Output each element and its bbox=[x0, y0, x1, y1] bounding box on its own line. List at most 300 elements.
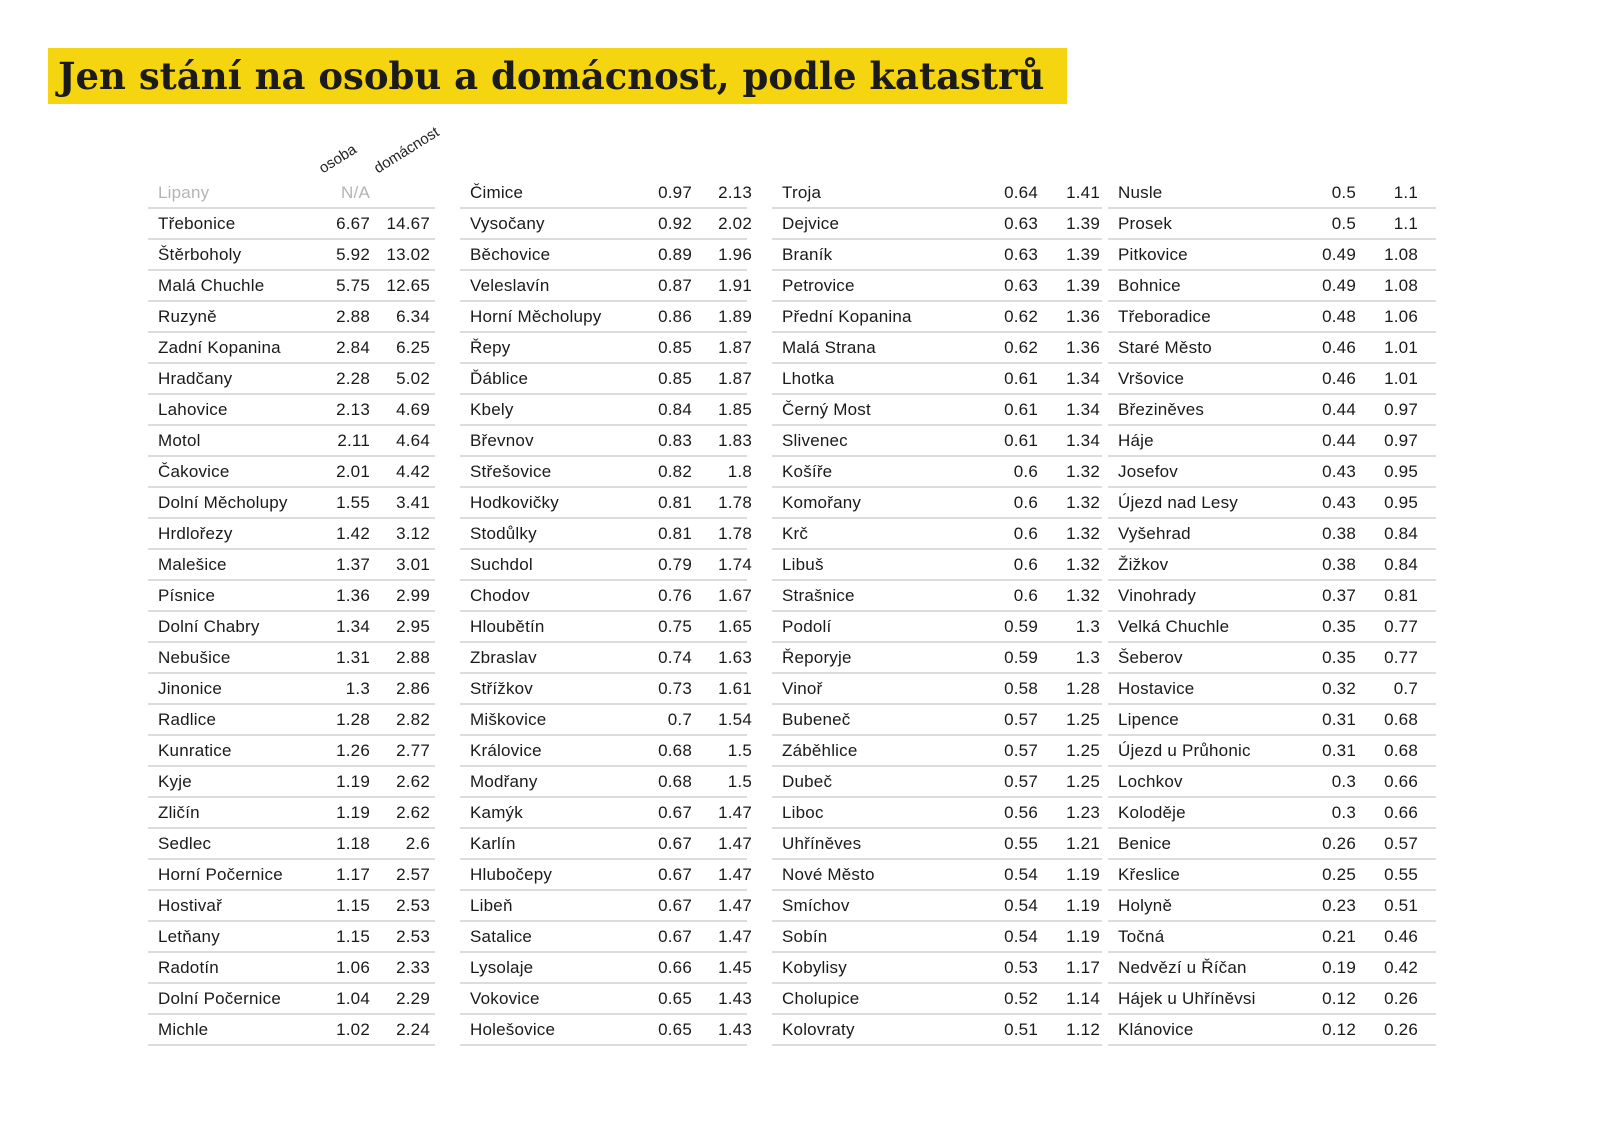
value-per-household: 1.8 bbox=[727, 462, 752, 481]
value-per-person: 0.53 bbox=[1004, 958, 1038, 977]
table-row bbox=[772, 922, 1102, 953]
value-per-person: 6.67 bbox=[336, 214, 370, 233]
value-per-household: 14.67 bbox=[386, 214, 430, 233]
value-per-household: 1.19 bbox=[1066, 896, 1100, 915]
value-per-household: 1.32 bbox=[1066, 586, 1100, 605]
value-per-household: 1.32 bbox=[1066, 462, 1100, 481]
table-row bbox=[148, 364, 435, 395]
cadastre-name: Kamýk bbox=[470, 803, 523, 822]
value-per-household: 1.3 bbox=[1075, 617, 1100, 636]
value-per-household: 2.62 bbox=[396, 803, 430, 822]
value-per-person: 0.44 bbox=[1322, 431, 1356, 450]
value-per-household: 1.01 bbox=[1384, 338, 1418, 357]
value-per-household: 1.19 bbox=[1066, 927, 1100, 946]
value-per-household: 2.13 bbox=[718, 183, 752, 202]
cadastre-name: Újezd nad Lesy bbox=[1118, 493, 1238, 512]
table-row bbox=[772, 519, 1102, 550]
cadastre-name: Hájek u Uhříněvsi bbox=[1118, 989, 1256, 1008]
value-per-household: 1.5 bbox=[727, 741, 752, 760]
cadastre-name: Žižkov bbox=[1118, 555, 1169, 574]
table-row bbox=[1108, 612, 1436, 643]
table-row bbox=[1108, 860, 1436, 891]
value-per-person: 0.67 bbox=[658, 803, 692, 822]
table-row bbox=[772, 705, 1102, 736]
table-row bbox=[148, 457, 435, 488]
cadastre-name: Hostavice bbox=[1118, 679, 1195, 698]
value-per-person: 0.86 bbox=[658, 307, 692, 326]
value-per-household: 2.29 bbox=[396, 989, 430, 1008]
value-per-person: 0.31 bbox=[1322, 741, 1356, 760]
value-per-household: 0.51 bbox=[1384, 896, 1418, 915]
value-per-person: 0.5 bbox=[1331, 214, 1356, 233]
value-per-person: 0.6 bbox=[1013, 586, 1038, 605]
value-per-person: 0.66 bbox=[658, 958, 692, 977]
table-row bbox=[460, 457, 752, 488]
cadastre-name: Hodkovičky bbox=[470, 493, 559, 512]
value-per-person: 1.15 bbox=[336, 896, 370, 915]
cadastre-name: Třebonice bbox=[158, 214, 236, 233]
table-row bbox=[1108, 271, 1436, 302]
value-per-household: 2.53 bbox=[396, 896, 430, 915]
table-row bbox=[148, 1015, 435, 1046]
value-per-person: 1.26 bbox=[336, 741, 370, 760]
cadastre-name: Řeporyje bbox=[782, 648, 852, 667]
value-per-household: 1.63 bbox=[718, 648, 752, 667]
cadastre-name: Dolní Měcholupy bbox=[158, 493, 288, 512]
cadastre-name: Hostivař bbox=[158, 896, 222, 915]
value-per-household: 1.54 bbox=[718, 710, 752, 729]
value-per-household: 0.84 bbox=[1384, 555, 1418, 574]
cadastre-name: Zličín bbox=[158, 803, 200, 822]
cadastre-name: Karlín bbox=[470, 834, 516, 853]
value-per-person: 0.62 bbox=[1004, 338, 1038, 357]
value-per-household: 1.87 bbox=[718, 369, 752, 388]
cadastre-name: Třeboradice bbox=[1118, 307, 1211, 326]
cadastre-name: Horní Počernice bbox=[158, 865, 283, 884]
table-row bbox=[460, 767, 752, 798]
value-per-person: 1.34 bbox=[336, 617, 370, 636]
cadastre-name: Libuš bbox=[782, 555, 824, 574]
cadastre-name: Kbely bbox=[470, 400, 514, 419]
table-row bbox=[148, 798, 435, 829]
cadastre-name: Lysolaje bbox=[470, 958, 534, 977]
table-row bbox=[460, 178, 752, 209]
value-per-household: 1.19 bbox=[1066, 865, 1100, 884]
value-per-household: 3.12 bbox=[396, 524, 430, 543]
value-per-person: 0.55 bbox=[1004, 834, 1038, 853]
value-per-person: 1.18 bbox=[336, 834, 370, 853]
cadastre-name: Ruzyně bbox=[158, 307, 217, 326]
cadastre-name: Krč bbox=[782, 524, 809, 543]
title-bar bbox=[48, 48, 1067, 104]
table-row bbox=[148, 581, 435, 612]
value-per-person: 0.49 bbox=[1322, 276, 1356, 295]
cadastre-name: Střešovice bbox=[470, 462, 552, 481]
cadastre-name: Kolovraty bbox=[782, 1020, 855, 1039]
value-per-person: 0.61 bbox=[1004, 369, 1038, 388]
value-per-household: 0.77 bbox=[1384, 617, 1418, 636]
cadastre-name: Písnice bbox=[158, 586, 216, 605]
table-row bbox=[460, 922, 752, 953]
cadastre-name: Motol bbox=[158, 431, 201, 450]
value-per-person: 1.55 bbox=[336, 493, 370, 512]
table-row bbox=[772, 240, 1102, 271]
column-label-household: domácnost bbox=[370, 123, 443, 177]
value-per-person: 0.12 bbox=[1322, 989, 1356, 1008]
table-row bbox=[772, 581, 1102, 612]
table-row bbox=[148, 736, 435, 767]
cadastre-name: Horní Měcholupy bbox=[470, 307, 602, 326]
value-per-household: 2.77 bbox=[396, 741, 430, 760]
cadastre-name: Košíře bbox=[782, 462, 833, 481]
table-row bbox=[1108, 426, 1436, 457]
cadastre-name: Dolní Chabry bbox=[158, 617, 260, 636]
table-row bbox=[460, 953, 752, 984]
table-row bbox=[460, 364, 752, 395]
cadastre-name: Jinonice bbox=[158, 679, 222, 698]
value-per-person: 0.76 bbox=[658, 586, 692, 605]
cadastre-name: Zadní Kopanina bbox=[158, 338, 281, 357]
value-per-household: 1.21 bbox=[1066, 834, 1100, 853]
cadastre-name: Kyje bbox=[158, 772, 192, 791]
cadastre-name: Cholupice bbox=[782, 989, 860, 1008]
value-per-person: 0.38 bbox=[1322, 524, 1356, 543]
table-row bbox=[148, 488, 435, 519]
table-row bbox=[772, 829, 1102, 860]
cadastre-name: Zbraslav bbox=[470, 648, 537, 667]
table-row bbox=[772, 674, 1102, 705]
cadastre-name: Veleslavín bbox=[470, 276, 550, 295]
cadastre-name: Slivenec bbox=[782, 431, 848, 450]
value-per-household: 1.47 bbox=[718, 803, 752, 822]
cadastre-name: Malá Strana bbox=[782, 338, 876, 357]
value-per-household: 2.33 bbox=[396, 958, 430, 977]
value-per-person: 0.81 bbox=[658, 524, 692, 543]
value-per-household: 2.57 bbox=[396, 865, 430, 884]
value-per-person: 1.06 bbox=[336, 958, 370, 977]
value-per-household: 2.82 bbox=[396, 710, 430, 729]
value-per-person: 0.63 bbox=[1004, 276, 1038, 295]
value-per-household: 1.39 bbox=[1066, 245, 1100, 264]
table-row bbox=[1108, 891, 1436, 922]
cadastre-name: Kobylisy bbox=[782, 958, 847, 977]
value-per-household: 1.34 bbox=[1066, 369, 1100, 388]
value-per-person: N/A bbox=[341, 183, 370, 202]
value-per-household: 1.85 bbox=[718, 400, 752, 419]
table-row bbox=[148, 240, 435, 271]
value-per-person: 1.02 bbox=[336, 1020, 370, 1039]
value-per-household: 1.47 bbox=[718, 927, 752, 946]
value-per-person: 0.62 bbox=[1004, 307, 1038, 326]
value-per-person: 0.57 bbox=[1004, 710, 1038, 729]
value-per-household: 2.62 bbox=[396, 772, 430, 791]
value-per-household: 0.26 bbox=[1384, 1020, 1418, 1039]
value-per-household: 0.81 bbox=[1384, 586, 1418, 605]
cadastre-name: Dubeč bbox=[782, 772, 833, 791]
value-per-person: 0.61 bbox=[1004, 400, 1038, 419]
table-row bbox=[772, 612, 1102, 643]
value-per-household: 4.42 bbox=[396, 462, 430, 481]
value-per-person: 0.58 bbox=[1004, 679, 1038, 698]
value-per-person: 0.59 bbox=[1004, 617, 1038, 636]
value-per-person: 1.37 bbox=[336, 555, 370, 574]
cadastre-name: Suchdol bbox=[470, 555, 533, 574]
value-per-household: 1.34 bbox=[1066, 431, 1100, 450]
cadastre-name: Klánovice bbox=[1118, 1020, 1194, 1039]
table-row bbox=[772, 860, 1102, 891]
table-row bbox=[1108, 1015, 1436, 1046]
value-per-household: 1.89 bbox=[718, 307, 752, 326]
value-per-household: 1.34 bbox=[1066, 400, 1100, 419]
value-per-person: 0.25 bbox=[1322, 865, 1356, 884]
value-per-person: 0.79 bbox=[658, 555, 692, 574]
cadastre-name: Šeberov bbox=[1118, 648, 1183, 667]
value-per-household: 1.32 bbox=[1066, 555, 1100, 574]
cadastre-name: Čimice bbox=[470, 183, 524, 202]
value-per-person: 0.35 bbox=[1322, 617, 1356, 636]
cadastre-name: Holešovice bbox=[470, 1020, 556, 1039]
value-per-person: 0.54 bbox=[1004, 927, 1038, 946]
table-row bbox=[1108, 984, 1436, 1015]
table-column-2 bbox=[460, 178, 752, 1046]
value-per-household: 1.47 bbox=[718, 865, 752, 884]
value-per-household: 0.95 bbox=[1384, 493, 1418, 512]
table-row bbox=[148, 612, 435, 643]
table-row bbox=[772, 302, 1102, 333]
value-per-person: 1.36 bbox=[336, 586, 370, 605]
value-per-household: 1.36 bbox=[1066, 307, 1100, 326]
cadastre-name: Lochkov bbox=[1118, 772, 1183, 791]
table-row bbox=[772, 953, 1102, 984]
cadastre-name: Malá Chuchle bbox=[158, 276, 265, 295]
value-per-household: 1.25 bbox=[1066, 710, 1100, 729]
cadastre-name: Velká Chuchle bbox=[1118, 617, 1230, 636]
value-per-person: 0.54 bbox=[1004, 896, 1038, 915]
value-per-person: 0.32 bbox=[1322, 679, 1356, 698]
value-per-household: 2.88 bbox=[396, 648, 430, 667]
value-per-person: 0.63 bbox=[1004, 245, 1038, 264]
cadastre-name: Vyšehrad bbox=[1118, 524, 1191, 543]
table-row bbox=[148, 953, 435, 984]
value-per-person: 0.23 bbox=[1322, 896, 1356, 915]
value-per-person: 0.67 bbox=[658, 927, 692, 946]
value-per-person: 0.57 bbox=[1004, 741, 1038, 760]
table-row bbox=[148, 395, 435, 426]
value-per-person: 0.65 bbox=[658, 989, 692, 1008]
value-per-household: 2.99 bbox=[396, 586, 430, 605]
value-per-household: 1.65 bbox=[718, 617, 752, 636]
value-per-person: 0.92 bbox=[658, 214, 692, 233]
table-row bbox=[148, 333, 435, 364]
value-per-household: 13.02 bbox=[386, 245, 430, 264]
cadastre-name: Kunratice bbox=[158, 741, 232, 760]
value-per-household: 0.7 bbox=[1393, 679, 1418, 698]
value-per-household: 1.41 bbox=[1066, 183, 1100, 202]
cadastre-name: Radotín bbox=[158, 958, 219, 977]
value-per-household: 0.55 bbox=[1384, 865, 1418, 884]
cadastre-name: Michle bbox=[158, 1020, 209, 1039]
table-row bbox=[772, 209, 1102, 240]
value-per-person: 0.73 bbox=[658, 679, 692, 698]
table-row bbox=[148, 271, 435, 302]
value-per-person: 1.04 bbox=[336, 989, 370, 1008]
cadastre-name: Lahovice bbox=[158, 400, 228, 419]
cadastre-name: Liboc bbox=[782, 803, 824, 822]
value-per-person: 0.68 bbox=[658, 741, 692, 760]
table-row bbox=[460, 860, 752, 891]
value-per-household: 1.61 bbox=[718, 679, 752, 698]
table-row bbox=[1108, 209, 1436, 240]
value-per-person: 0.46 bbox=[1322, 369, 1356, 388]
value-per-household: 0.66 bbox=[1384, 803, 1418, 822]
cadastre-name: Háje bbox=[1118, 431, 1154, 450]
table-row bbox=[148, 984, 435, 1015]
value-per-person: 0.64 bbox=[1004, 183, 1038, 202]
cadastre-name: Braník bbox=[782, 245, 833, 264]
cadastre-name: Vršovice bbox=[1118, 369, 1185, 388]
table-row bbox=[148, 829, 435, 860]
cadastre-name: Uhříněves bbox=[782, 834, 862, 853]
cadastre-name: Březiněves bbox=[1118, 400, 1205, 419]
table-row bbox=[772, 488, 1102, 519]
value-per-person: 0.87 bbox=[658, 276, 692, 295]
value-per-person: 0.67 bbox=[658, 896, 692, 915]
table-row bbox=[772, 767, 1102, 798]
cadastre-name: Pitkovice bbox=[1118, 245, 1188, 264]
cadastre-name: Újezd u Průhonic bbox=[1118, 741, 1251, 760]
cadastre-name: Josefov bbox=[1118, 462, 1178, 481]
cadastre-name: Střížkov bbox=[470, 679, 534, 698]
value-per-person: 0.38 bbox=[1322, 555, 1356, 574]
cadastre-name: Křeslice bbox=[1118, 865, 1181, 884]
table-row bbox=[460, 829, 752, 860]
cadastre-name: Hradčany bbox=[158, 369, 233, 388]
table-row bbox=[460, 488, 752, 519]
table-row bbox=[1108, 829, 1436, 860]
cadastre-name: Nedvězí u Říčan bbox=[1118, 958, 1247, 977]
value-per-person: 0.44 bbox=[1322, 400, 1356, 419]
table-row bbox=[1108, 674, 1436, 705]
table-row bbox=[148, 209, 435, 240]
table-row bbox=[1108, 705, 1436, 736]
cadastre-name: Troja bbox=[782, 183, 822, 202]
cadastre-name: Strašnice bbox=[782, 586, 855, 605]
value-per-household: 12.65 bbox=[386, 276, 430, 295]
table-row bbox=[1108, 240, 1436, 271]
table-row bbox=[460, 426, 752, 457]
cadastre-name: Modřany bbox=[470, 772, 538, 791]
table-row bbox=[1108, 922, 1436, 953]
table-row bbox=[460, 1015, 752, 1046]
table-row bbox=[460, 395, 752, 426]
table-row bbox=[460, 643, 752, 674]
cadastre-name: Prosek bbox=[1118, 214, 1173, 233]
value-per-person: 0.6 bbox=[1013, 462, 1038, 481]
table-row bbox=[460, 581, 752, 612]
value-per-person: 0.49 bbox=[1322, 245, 1356, 264]
table-row bbox=[1108, 519, 1436, 550]
value-per-person: 0.52 bbox=[1004, 989, 1038, 1008]
value-per-person: 0.7 bbox=[667, 710, 692, 729]
value-per-household: 1.14 bbox=[1066, 989, 1100, 1008]
cadastre-name: Staré Město bbox=[1118, 338, 1212, 357]
table-row bbox=[772, 984, 1102, 1015]
table-row bbox=[1108, 457, 1436, 488]
value-per-household: 0.97 bbox=[1384, 431, 1418, 450]
cadastre-name: Bohnice bbox=[1118, 276, 1181, 295]
value-per-household: 0.95 bbox=[1384, 462, 1418, 481]
value-per-household: 0.46 bbox=[1384, 927, 1418, 946]
value-per-person: 1.3 bbox=[345, 679, 370, 698]
value-per-household: 1.1 bbox=[1393, 214, 1418, 233]
table-row bbox=[148, 302, 435, 333]
table-row bbox=[460, 984, 752, 1015]
value-per-person: 0.85 bbox=[658, 338, 692, 357]
table-column-1 bbox=[148, 178, 435, 1046]
table-row bbox=[772, 550, 1102, 581]
value-per-household: 4.64 bbox=[396, 431, 430, 450]
table-row bbox=[772, 457, 1102, 488]
table-row bbox=[772, 395, 1102, 426]
value-per-person: 0.84 bbox=[658, 400, 692, 419]
value-per-person: 0.31 bbox=[1322, 710, 1356, 729]
value-per-household: 1.32 bbox=[1066, 524, 1100, 543]
cadastre-name: Čakovice bbox=[158, 462, 230, 481]
cadastre-name: Vinohrady bbox=[1118, 586, 1197, 605]
value-per-household: 3.41 bbox=[396, 493, 430, 512]
value-per-household: 0.68 bbox=[1384, 741, 1418, 760]
table-row bbox=[148, 860, 435, 891]
value-per-person: 0.65 bbox=[658, 1020, 692, 1039]
cadastre-name: Přední Kopanina bbox=[782, 307, 912, 326]
cadastre-name: Záběhlice bbox=[782, 741, 858, 760]
cadastre-name: Černý Most bbox=[782, 400, 871, 419]
table-row bbox=[1108, 767, 1436, 798]
table-row bbox=[460, 705, 752, 736]
cadastre-name: Radlice bbox=[158, 710, 217, 729]
table-row bbox=[148, 426, 435, 457]
cadastre-name: Bubeneč bbox=[782, 710, 851, 729]
value-per-person: 0.3 bbox=[1331, 772, 1356, 791]
table-row bbox=[1108, 178, 1436, 209]
value-per-person: 0.89 bbox=[658, 245, 692, 264]
value-per-household: 2.53 bbox=[396, 927, 430, 946]
cadastre-name: Chodov bbox=[470, 586, 530, 605]
value-per-household: 1.1 bbox=[1393, 183, 1418, 202]
value-per-person: 2.13 bbox=[336, 400, 370, 419]
table-row bbox=[460, 240, 752, 271]
cadastre-name: Letňany bbox=[158, 927, 220, 946]
cadastre-name: Štěrboholy bbox=[158, 245, 242, 264]
value-per-household: 1.36 bbox=[1066, 338, 1100, 357]
value-per-household: 1.78 bbox=[718, 493, 752, 512]
value-per-household: 1.32 bbox=[1066, 493, 1100, 512]
value-per-household: 0.68 bbox=[1384, 710, 1418, 729]
value-per-household: 1.5 bbox=[727, 772, 752, 791]
value-per-person: 0.35 bbox=[1322, 648, 1356, 667]
table-row bbox=[772, 426, 1102, 457]
table-row bbox=[1108, 550, 1436, 581]
value-per-household: 1.43 bbox=[718, 989, 752, 1008]
value-per-household: 1.43 bbox=[718, 1020, 752, 1039]
value-per-household: 0.97 bbox=[1384, 400, 1418, 419]
value-per-person: 1.15 bbox=[336, 927, 370, 946]
value-per-person: 0.37 bbox=[1322, 586, 1356, 605]
value-per-person: 0.85 bbox=[658, 369, 692, 388]
table-row bbox=[460, 798, 752, 829]
cadastre-name: Sobín bbox=[782, 927, 828, 946]
value-per-person: 0.82 bbox=[658, 462, 692, 481]
